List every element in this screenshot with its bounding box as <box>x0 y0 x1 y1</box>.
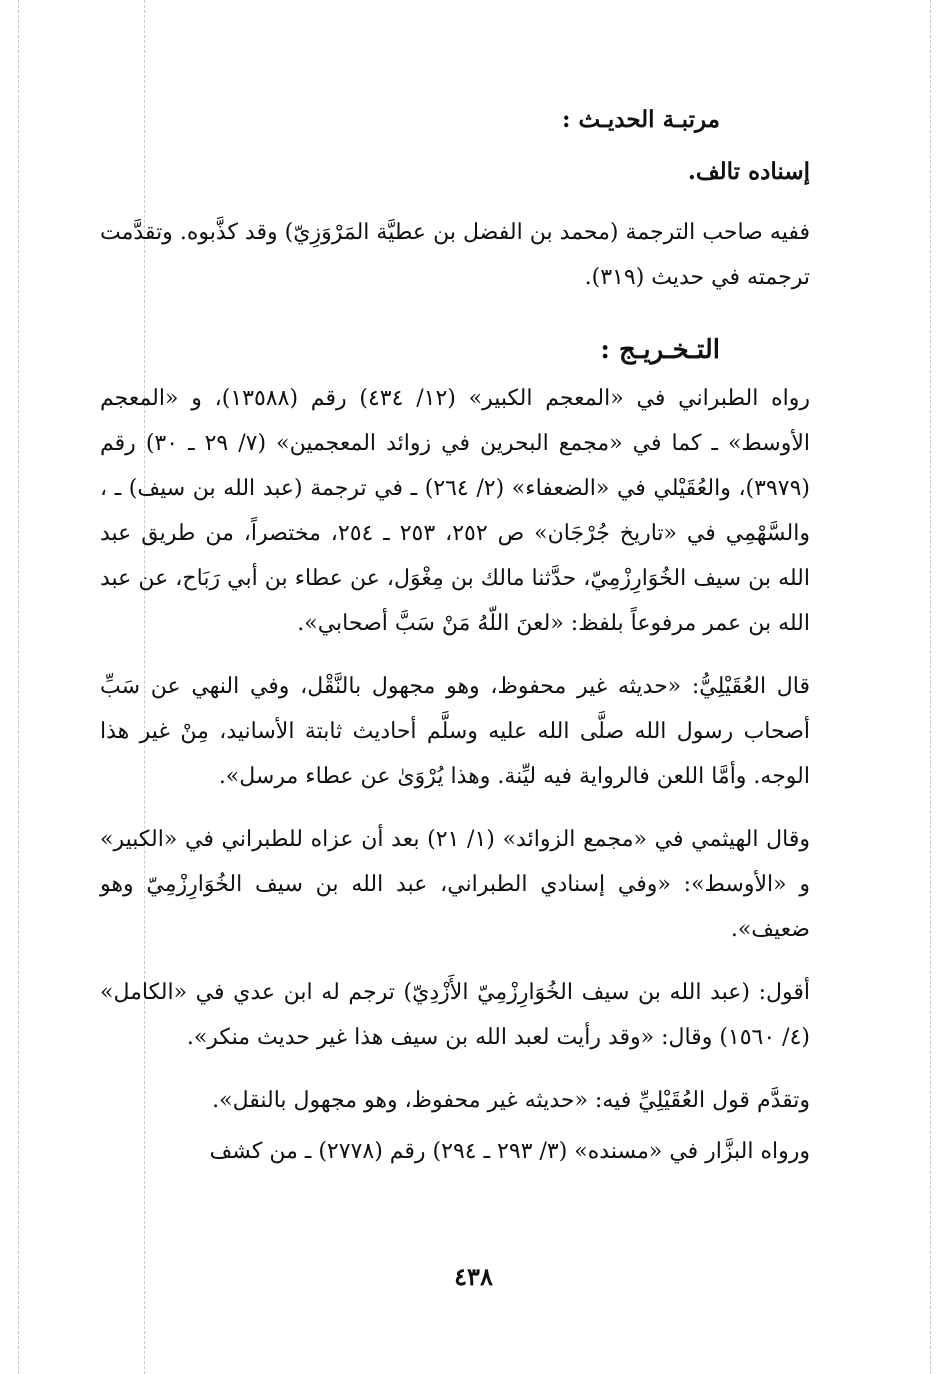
page-guide-line <box>18 0 19 1374</box>
rank-reason: ففيه صاحب الترجمة (محمد بن الفضل بن عطيَّة المَرْوَزِيّ) وقد كذَّبوه. وتقدَّمت ترجمته في حديث (٣١٩). <box>100 220 810 290</box>
takhrij-paragraph: وقال الهيثمي في «مجمع الزوائد» (١/ ٢١) بعد أن عزاه للطبراني في «الكبير» و «الأوسط»: «وفي إسنادي الطبراني، عبد الله بن سيف الخُوَارِزْمِيّ وهو ضعيف». <box>100 827 810 942</box>
page-guide-line <box>930 0 931 1374</box>
takhrij-paragraph: وتقدَّم قول العُقَيْلِيِّ فيه: «حديثه غير محفوظ، وهو مجهول بالنقل». <box>212 1088 810 1113</box>
takhrij-paragraph: أقول: (عبد الله بن سيف الخُوَارِزْمِيّ الأَزْدِيّ) ترجم له ابن عدي في «الكامل» (٤/ ١٥٦٠) وقال: «وقد رأيت لعبد الله بن سيف هذا غير حديث منكر». <box>100 980 810 1050</box>
takhrij-paragraph: قال العُقَيْلِيُّ: «حديثه غير محفوظ، وهو مجهول بالنَّقْل، وفي النهي عن سَبِّ أصحاب رسول الله صلَّى الله عليه وسلَّم أحاديث ثابتة الأسانيد، مِنْ غير هذا الوجه. وأمَّا اللعن فالرواية فيه ليِّنة. وهذا يُرْوَىٰ عن عطاء مرسل». <box>100 674 810 789</box>
takhrij-paragraph: ورواه البزَّار في «مسنده» (٣/ ٢٩٣ ـ ٢٩٤) رقم (٢٧٧٨) ـ من كشف <box>209 1139 810 1164</box>
page-number: ٤٣٨ <box>454 1262 493 1291</box>
section-heading-takhrij: التـخـريـج : <box>600 335 720 365</box>
page-body <box>100 100 810 1174</box>
section-heading-rank: مرتبـة الحديـث : <box>562 106 720 133</box>
takhrij-paragraph: رواه الطبراني في «المعجم الكبير» (١٢/ ٤٣٤) رقم (١٣٥٨٨)، و «المعجم الأوسط» ـ كما في «مجمع البحرين في زوائد المعجمين» (٧/ ٢٩ ـ ٣٠) رقم (٣٩٧٩)، والعُقَيْلي في «الضعفاء» (٢/ ٢٦٤) ـ في ترجمة (عبد الله بن سيف) ـ ، والسَّهْمِي في «تاريخ جُرْجَان» ص ٢٥٢، ٢٥٣ ـ ٢٥٤، مختصراً، من طريق عبد الله بن سيف الخُوَارِزْمِيّ، حدَّثنا مالك بن مِغْوَل، عن عطاء بن أبي رَبَاح، عن عبد الله بن عمر مرفوعاً بلفظ: «لعنَ اللّهُ مَنْ سَبَّ أصحابي». <box>100 386 811 636</box>
rank-verdict: إسناده تالف. <box>687 158 810 185</box>
